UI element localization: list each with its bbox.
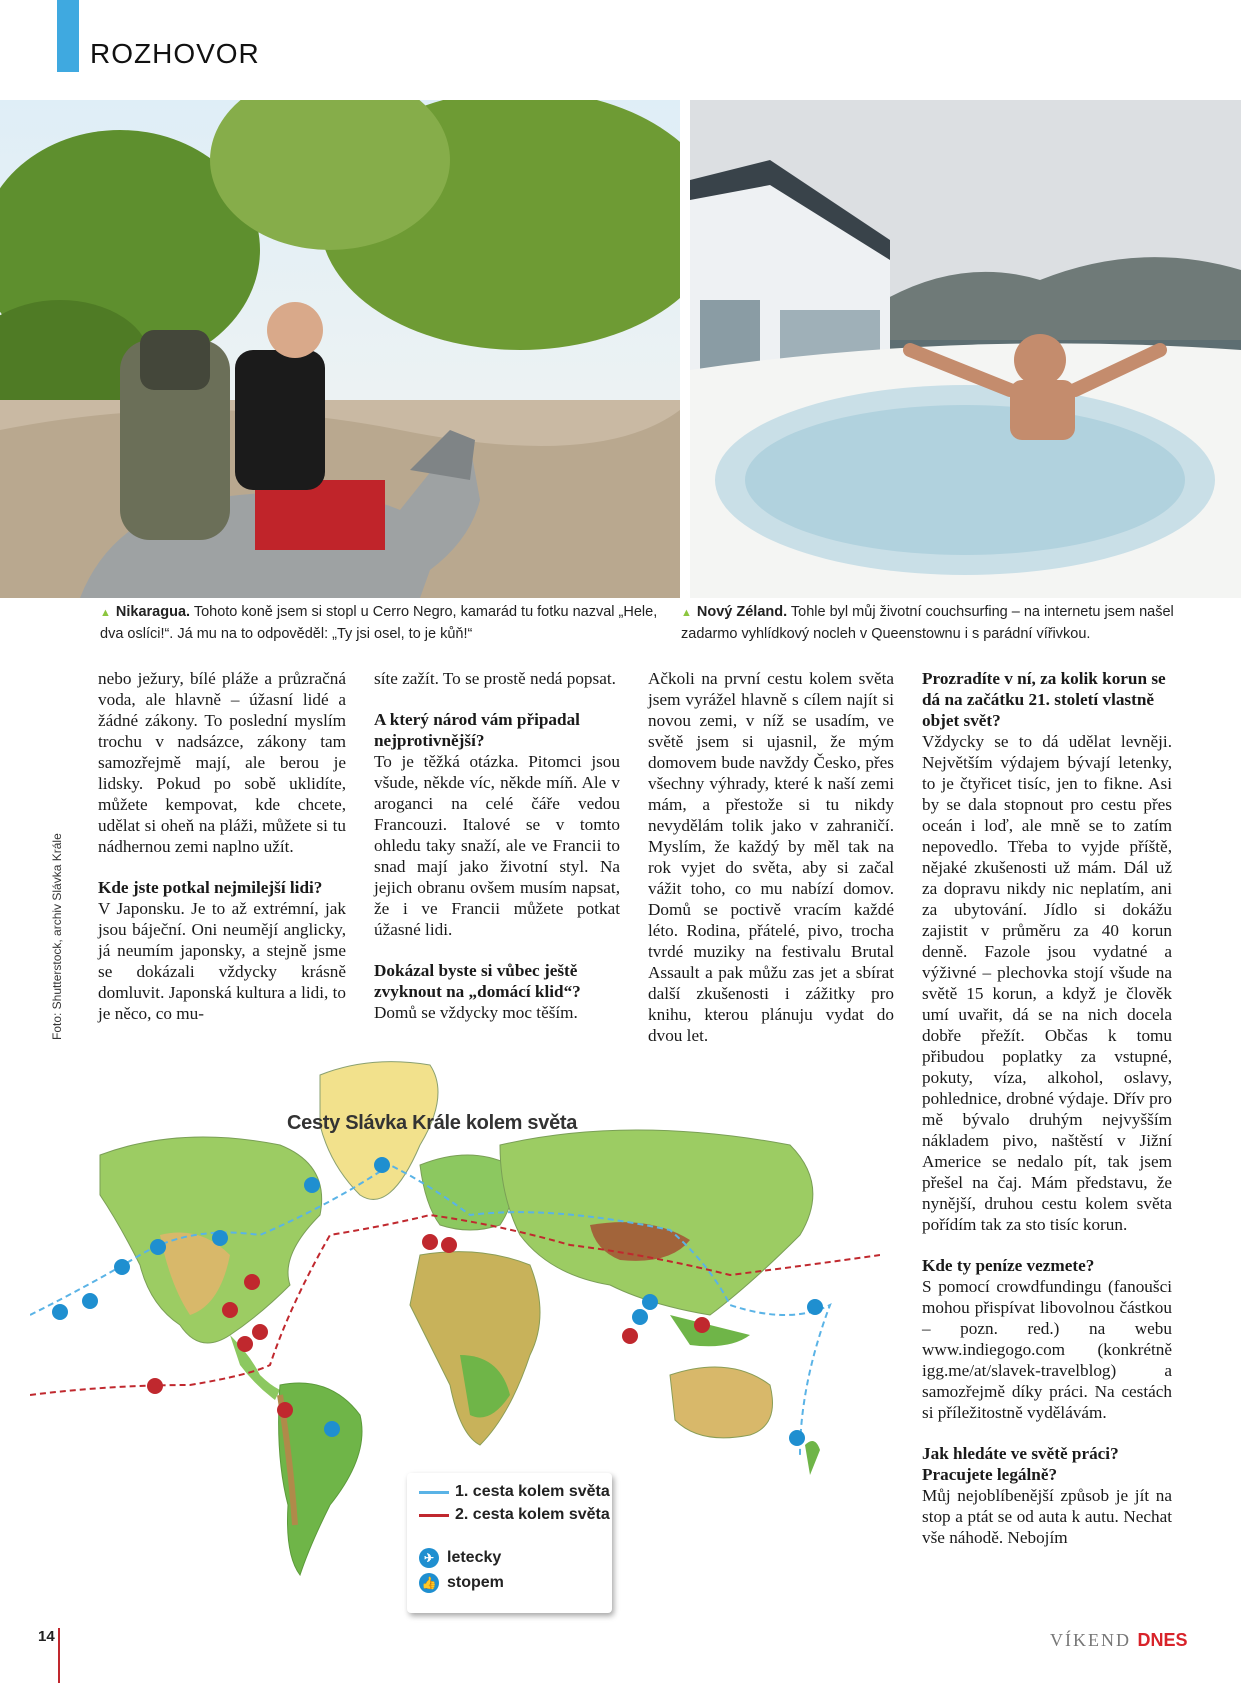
legend-label: 1. cesta kolem světa xyxy=(455,1483,610,1500)
brand-word-1: VÍKEND xyxy=(1050,1630,1131,1650)
legend-route-2 xyxy=(419,1506,610,1524)
question: Dokázal byste si vůbec ještě zvyknout na „domácí klid“? xyxy=(374,961,581,1001)
legend-plane xyxy=(419,1548,501,1568)
paragraph: síte zažít. To se prostě nedá popsat. xyxy=(374,669,616,688)
question: Kde jste potkal nejmilejší lidi? xyxy=(98,878,323,897)
article-column-3 xyxy=(648,668,894,1066)
article-column-1 xyxy=(98,668,346,1044)
map-legend xyxy=(407,1473,612,1613)
legend-route-1 xyxy=(419,1483,610,1501)
route-1-line-icon xyxy=(419,1491,449,1494)
caption-text: Tohoto koně jsem si stopl u Cerro Negro, kamarád tu fotku nazval „Hele, dva oslíci!“. Já mu na to odpověděl: „Ty jsi osel, to je kůň!“ xyxy=(100,604,658,642)
article-column-2 xyxy=(374,668,620,1043)
page-number: 14 xyxy=(38,1628,55,1645)
question: Prozradíte v ní, za kolik korun se dá na začátku 21. století vlastně objet svět? xyxy=(922,669,1166,730)
thumb-icon: 👍 xyxy=(419,1573,439,1593)
caption-place: Nový Zéland. xyxy=(696,604,788,620)
caption-new-zealand xyxy=(681,602,1201,645)
route-2-line-icon xyxy=(419,1514,449,1517)
answer: V Japonsku. Je to až extrémní, jak jsou báječní. Oni neumějí anglicky, já neumím japonsky, a stejně jsme se dokázali vždycky krásně domluvit. Japonská kultura a lidi, to je něco, co mu- xyxy=(98,899,346,1023)
answer: Vždycky se to dá udělat levněji. Největším výdajem bývají letenky, to je čtyřicet tisíc, jen to fikne. Asi by se dala stopnout pro cestu přes oceán i loď, ale mně se to zatím nepovedlo. Třeba to vyjde příště, nějaké zkušenosti už mám. Dál už za dopravu nikdy nic neplatím, ani za ubytování. Jídlo si dokážu zajistit v průměru za 40 korun denně. Fazole jsou vydatné a výživné – plechovka stojí všude na světě 15 korun, a když je člověk umí uvařit, dá se na nich docela dobře přežít. Občas k tomu přibudou poplatky za vstupné, pokuty, víza, alkohol, oslavy, pohlednice, drobné výdaje. Dřív pro mě bývalo druhým nejvyšším nákladem pivo, naštěstí v Jižní Americe se nedalo pít, tak jsem přešel na čaj. Mám představu, že nynější, druhou cestu kolem světa pořídím tak za sto tisíc korun. xyxy=(922,732,1172,1234)
legend-label: 2. cesta kolem světa xyxy=(455,1506,610,1523)
legend-label: stopem xyxy=(447,1574,504,1591)
page-rule xyxy=(58,1628,60,1683)
legend-label: letecky xyxy=(447,1549,502,1566)
legend-hitch xyxy=(419,1573,504,1593)
plane-icon: ✈ xyxy=(419,1548,439,1568)
caption-text: Tohle byl můj životní couchsurfing – na internetu jsem našel zadarmo vyhlídkový nocleh v Queenstownu i s parádní vířivkou. xyxy=(681,604,1174,642)
brand-word-2: DNES xyxy=(1137,1630,1188,1650)
answer: To je těžká otázka. Pitomci jsou všude, někde víc, někde míň. Ale v aroganci na celé čáře vedou Francouzi. Italové se v tomto ohledu taky snaží, ale ve Francii to snad mají jako životní styl. Na jejich obranu ovšem musím napsat, že i ve Francii můžete potkat úžasné lidi. xyxy=(374,752,620,939)
caption-arrow-icon: ▲ xyxy=(681,607,692,619)
paragraph: nebo ježury, bílé pláže a průzračná voda, ale hlavně – úžasní lidé a žádné zákony. To poslední myslím trochu v nadsázce, zákony tam samozřejmě mají, ale berou je lidsky. Pokud po sobě uklidíte, můžete kempovat, kde chcete, udělat si oheň na pláži, můžete si tu nádhernou zemi naplno užít. xyxy=(98,669,346,856)
brand-logo xyxy=(1050,1630,1188,1651)
question: A který národ vám připadal nejprotivnější? xyxy=(374,710,580,750)
caption-arrow-icon: ▲ xyxy=(100,607,111,619)
section-title: ROZHOVOR xyxy=(90,38,260,69)
article-column-4 xyxy=(922,668,1172,1568)
answer: Domů se vždycky moc těším. xyxy=(374,1003,578,1022)
caption-nicaragua xyxy=(100,602,660,645)
question: Jak hledáte ve světě práci? Pracujete legálně? xyxy=(922,1444,1119,1484)
question: Kde ty peníze vezmete? xyxy=(922,1256,1095,1275)
caption-place: Nikaragua. xyxy=(115,604,191,620)
answer: S pomocí crowdfundingu (fanoušci mohou přispívat libovolnou částkou – pozn. red.) na webu www.indiegogo.com (konkrétně igg.me/at/slavek-travelblog) a samozřejmě díky práci. Na cestách si příležitostně vydělávám. xyxy=(922,1277,1172,1422)
photo-credit: Foto: Shutterstock, archiv Slávka Krále xyxy=(50,833,64,1040)
answer: Můj nejoblíbenější způsob je jít na stop a ptát se od auta k autu. Nechat vše náhodě. Nebojím xyxy=(922,1486,1172,1547)
map-title: Cesty Slávka Krále kolem světa xyxy=(287,1112,578,1134)
photo-nicaragua xyxy=(0,100,680,598)
section-color-bar xyxy=(57,0,79,72)
paragraph: Ačkoli na první cestu kolem světa jsem vyrážel hlavně s cílem najít si novou zemi, v níž se usadím, ve světě jsem si ujasnil, že mým domovem bude navždy Česko, přes všechny výhrady, které k naší zemi mám, a přestože si tu nikdy nevydělám tolik jako v zahraničí. Myslím, že každý by měl tak na rok vyjet do světa, aby si začal vážit toho, co mu nabízí domov. Domů se poctivě vracím každé léto. Rodina, přátelé, pivo, trocha tvrdé muziky na festivalu Brutal Assault a pak můžu zas jet a sbírat další zkušenosti i zážitky pro knihu, kterou plánuju vydat do dvou let. xyxy=(648,669,894,1045)
photo-new-zealand xyxy=(690,100,1241,598)
